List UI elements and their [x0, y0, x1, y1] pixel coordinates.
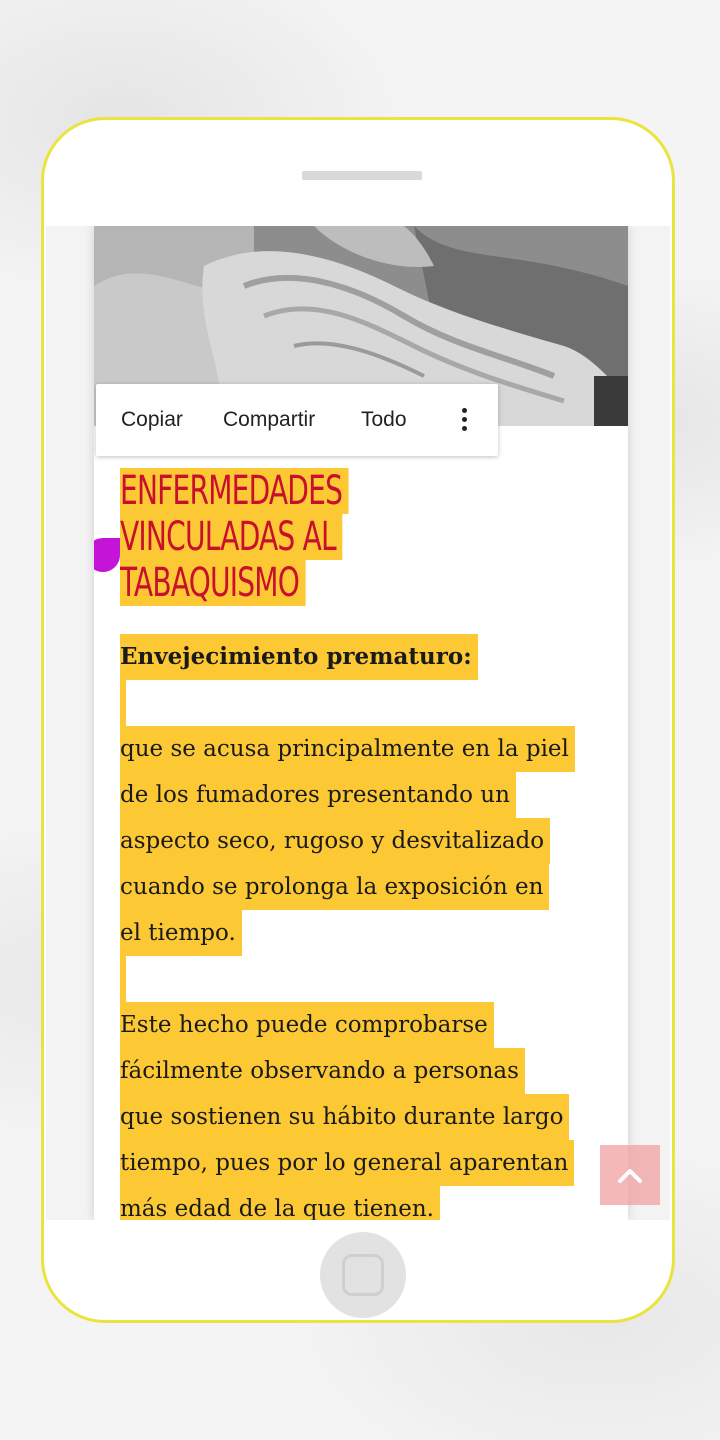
selection-handle[interactable]	[94, 538, 120, 572]
phone-speaker	[302, 171, 422, 180]
paragraph-line: fácilmente observando a personas	[120, 1048, 525, 1094]
chevron-up-icon	[600, 1145, 660, 1205]
select-all-button[interactable]: Todo	[361, 408, 407, 431]
article-title	[120, 468, 346, 606]
paragraph-line: de los fumadores presentando un	[120, 772, 516, 818]
text-selection-menu	[96, 384, 498, 456]
subheading: Envejecimiento prematuro:	[120, 634, 478, 680]
article-body	[120, 634, 620, 1220]
paragraph-line: el tiempo.	[120, 910, 242, 956]
paragraph-line: más edad de la que tienen.	[120, 1186, 440, 1220]
home-button[interactable]	[320, 1232, 406, 1318]
paragraph-line: cuando se prolonga la exposición en	[120, 864, 549, 910]
title-line: TABAQUISMO	[120, 560, 305, 606]
screen	[46, 226, 670, 1220]
article-page[interactable]	[94, 226, 628, 1220]
more-vertical-icon[interactable]	[452, 404, 476, 436]
share-button[interactable]: Compartir	[223, 408, 316, 431]
title-line: ENFERMEDADES	[120, 468, 348, 514]
copy-button[interactable]: Copiar	[121, 408, 183, 431]
paragraph-line: Este hecho puede comprobarse	[120, 1002, 494, 1048]
blank-line	[120, 956, 126, 1002]
paragraph-line: que sostienen su hábito durante largo	[120, 1094, 569, 1140]
paragraph-line: tiempo, pues por lo general aparentan	[120, 1140, 574, 1186]
scroll-to-top-button[interactable]	[600, 1145, 660, 1205]
phone-frame	[41, 117, 675, 1323]
paragraph-line: que se acusa principalmente en la piel	[120, 726, 575, 772]
home-square-icon	[342, 1254, 384, 1296]
paragraph-line: aspecto seco, rugoso y desvitalizado	[120, 818, 550, 864]
blank-line	[120, 680, 126, 726]
title-line: VINCULADAS AL	[120, 514, 342, 560]
